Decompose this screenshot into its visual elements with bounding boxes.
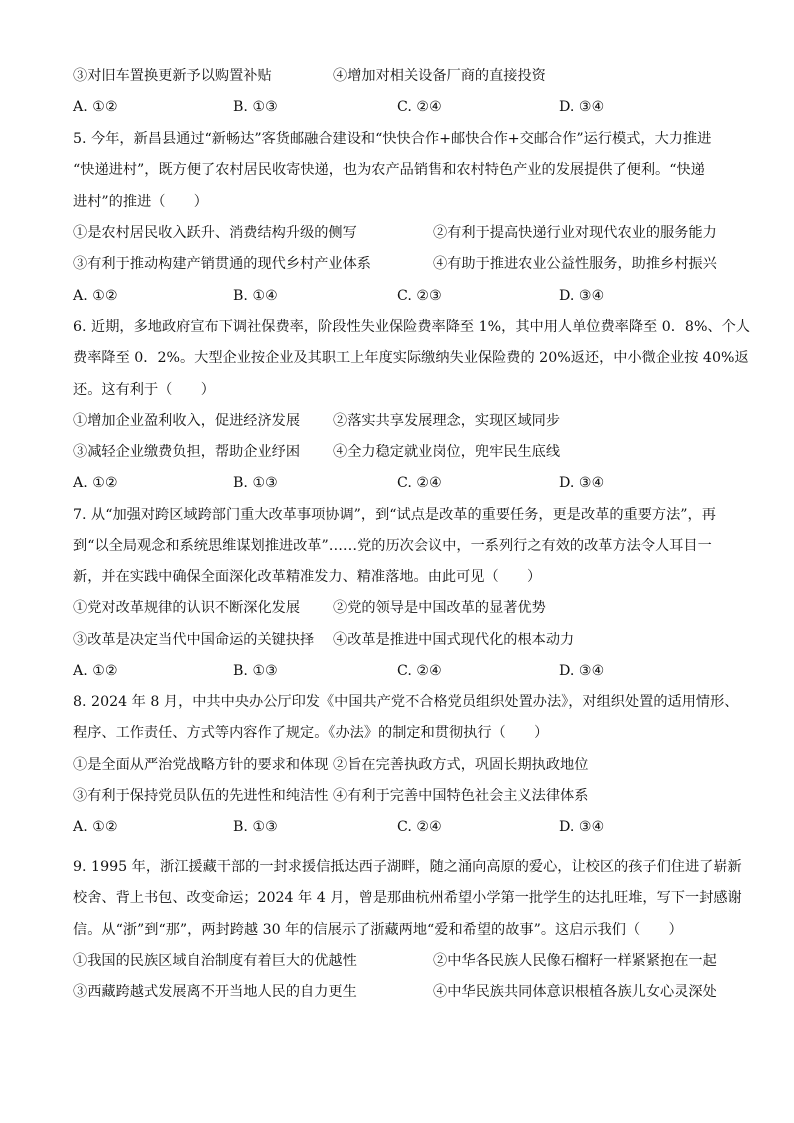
q8-option-2: ②旨在完善执政方式，巩固长期执政地位	[333, 757, 589, 773]
q7-option-2: ②党的领导是中国改革的显著优势	[333, 600, 546, 616]
q5-option-1: ①是农村居民收入跃升、消费结构升级的侧写	[73, 225, 357, 241]
q6-option-2: ②落实共享发展理念，实现区域同步	[333, 413, 561, 429]
q6-choice-d[interactable]: D. ③④	[559, 475, 605, 491]
q5-choice-a[interactable]: A. ①②	[73, 288, 118, 304]
q4-choice-c[interactable]: C. ②④	[397, 99, 442, 115]
q7-option-1: ①党对改革规律的认识不断深化发展	[73, 600, 301, 616]
q4-choice-a[interactable]: A. ①②	[73, 99, 118, 115]
q7-stem-line-1: 7. 从“加强对跨区域跨部门重大改革事项协调”，到“试点是改革的重要任务，更是改革的重要方法”，再	[73, 507, 716, 523]
q4-option-4: ④增加对相关设备厂商的直接投资	[333, 68, 546, 84]
q5-stem-line-2: “快递进村”，既方便了农村居民收寄快递，也为农产品销售和农村特色产业的发展提供了便利。“快递	[73, 162, 705, 178]
q9-option-3: ③西藏跨越式发展离不开当地人民的自力更生	[73, 984, 357, 1000]
q9-option-2: ②中华各民族人民像石榴籽一样紧紧抱在一起	[433, 953, 717, 969]
q8-choice-d[interactable]: D. ③④	[559, 819, 605, 835]
q7-choice-b[interactable]: B. ①③	[233, 663, 278, 679]
q7-stem-line-3: 新，并在实践中确保全面深化改革精准发力、精准落地。由此可见（ ）	[73, 569, 542, 585]
q7-choice-d[interactable]: D. ③④	[559, 663, 605, 679]
q6-stem-line-1: 6. 近期，多地政府宣布下调社保费率，阶段性失业保险费率降至 1%，其中用人单位费率降至 0．8%、个人	[73, 319, 750, 335]
q5-option-3: ③有利于推动构建产销贯通的现代乡村产业体系	[73, 256, 371, 272]
q9-option-1: ①我国的民族区域自治制度有着巨大的优越性	[73, 953, 357, 969]
q7-option-4: ④改革是推进中国式现代化的根本动力	[333, 632, 575, 648]
q8-choice-b[interactable]: B. ①③	[233, 819, 278, 835]
q6-choice-b[interactable]: B. ①③	[233, 475, 278, 491]
q5-choice-d[interactable]: D. ③④	[559, 288, 605, 304]
q7-stem-line-2: 到“以全局观念和系统思维谋划推进改革”……党的历次会议中，一系列行之有效的改革方法令人耳目一	[73, 538, 712, 554]
q6-stem-line-3: 还。这有利于（ ）	[73, 382, 215, 398]
q6-stem-line-2: 费率降至 0．2%。大型企业按企业及其职工上年度实际缴纳失业保险费的 20%返还，中小微企业按 40%返	[73, 350, 749, 366]
q5-stem-line-1: 5. 今年，新昌县通过“新畅达”客货邮融合建设和“快快合作+邮快合作+交邮合作”运行模式，大力推进	[73, 131, 712, 147]
q8-option-4: ④有利于完善中国特色社会主义法律体系	[333, 788, 589, 804]
q7-option-3: ③改革是决定当代中国命运的关键抉择	[73, 632, 315, 648]
q9-option-4: ④中华民族共同体意识根植各族儿女心灵深处	[433, 984, 717, 1000]
q6-choice-c[interactable]: C. ②④	[397, 475, 442, 491]
q8-option-3: ③有利于保持党员队伍的先进性和纯洁性	[73, 788, 329, 804]
q6-choice-a[interactable]: A. ①②	[73, 475, 118, 491]
q9-stem-line-3: 信。从“浙”到“那”，两封跨越 30 年的信展示了浙藏两地“爱和希望的故事”。这启示我们（ ）	[73, 922, 683, 938]
q8-choice-a[interactable]: A. ①②	[73, 819, 118, 835]
q6-option-1: ①增加企业盈利收入，促进经济发展	[73, 413, 301, 429]
q6-option-4: ④全力稳定就业岗位，兜牢民生底线	[333, 444, 561, 460]
q8-option-1: ①是全面从严治党战略方针的要求和体现	[73, 757, 329, 773]
q9-stem-line-2: 校舍、背上书包、改变命运；2024 年 4 月，曾是那曲杭州希望小学第一批学生的达扎旺堆，写下一封感谢	[73, 890, 742, 906]
q5-option-2: ②有利于提高快递行业对现代农业的服务能力	[433, 225, 717, 241]
q4-choice-d[interactable]: D. ③④	[559, 99, 605, 115]
q5-choice-c[interactable]: C. ②③	[397, 288, 442, 304]
q5-choice-b[interactable]: B. ①④	[233, 288, 278, 304]
q8-stem-line-2: 程序、工作责任、方式等内容作了规定。《办法》的制定和贯彻执行（ ）	[73, 725, 549, 741]
q9-stem-line-1: 9. 1995 年，浙江援藏干部的一封求援信抵达西子湖畔，随之涌向高原的爱心，让校区的孩子们住进了崭新	[73, 859, 742, 875]
q7-choice-a[interactable]: A. ①②	[73, 663, 118, 679]
q4-option-3: ③对旧车置换更新予以购置补贴	[73, 68, 272, 84]
q7-choice-c[interactable]: C. ②④	[397, 663, 442, 679]
q5-option-4: ④有助于推进农业公益性服务，助推乡村振兴	[433, 256, 717, 272]
q8-stem-line-1: 8. 2024 年 8 月，中共中央办公厅印发《中国共产党不合格党员组织处置办法》，对组织处置的适用情形、	[73, 694, 739, 710]
q8-choice-c[interactable]: C. ②④	[397, 819, 442, 835]
q5-stem-line-3: 进村”的推进（ ）	[73, 194, 208, 210]
q6-option-3: ③减轻企业缴费负担，帮助企业纾困	[73, 444, 301, 460]
q4-choice-b[interactable]: B. ①③	[233, 99, 278, 115]
